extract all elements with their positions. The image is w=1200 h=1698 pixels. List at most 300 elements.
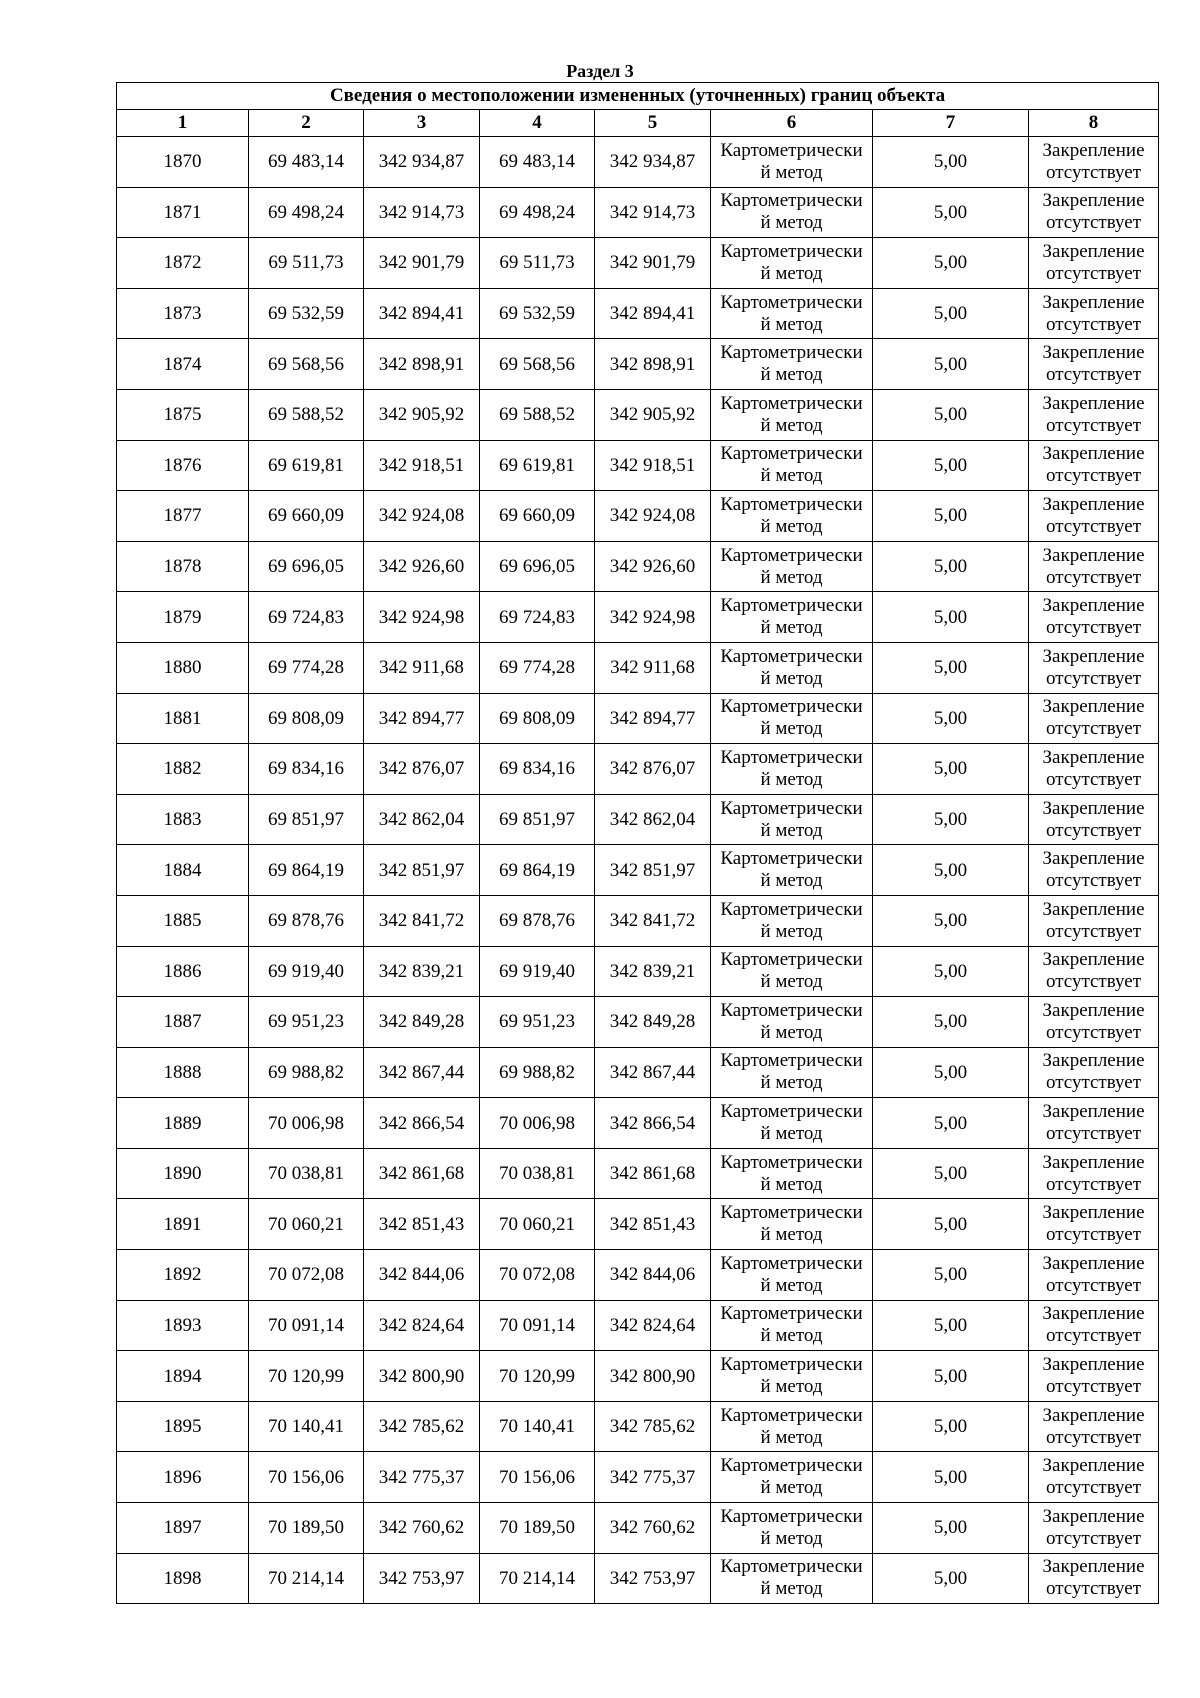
cell-line: Закрепление	[1042, 1505, 1145, 1527]
cell-line: Закрепление	[1042, 898, 1145, 920]
cell-line: й метод	[760, 718, 823, 740]
y-old-cell: 342 918,51	[364, 440, 480, 491]
cell-line: Закрепление	[1042, 595, 1145, 617]
method-cell	[711, 794, 873, 845]
x-new-cell: 70 120,99	[480, 1351, 595, 1402]
x-new-cell: 69 851,97	[480, 794, 595, 845]
cell-line: Закрепление	[1042, 443, 1145, 465]
cell-line: й метод	[760, 515, 823, 537]
column-header: 1	[117, 110, 249, 137]
cell-line: Картометрически	[720, 1202, 863, 1224]
cell-line: отсутствует	[1045, 667, 1142, 689]
point-number-cell: 1877	[117, 491, 249, 542]
table-row	[117, 946, 1159, 997]
cell-line: й метод	[760, 566, 823, 588]
cell-line: отсутствует	[1045, 161, 1142, 183]
cell-line: Закрепление	[1042, 848, 1145, 870]
x-old-cell: 70 156,06	[249, 1452, 364, 1503]
accuracy-cell: 5,00	[873, 1351, 1029, 1402]
cell-line: Закрепление	[1042, 797, 1145, 819]
table-row	[117, 288, 1159, 339]
y-new-cell: 342 841,72	[595, 895, 711, 946]
y-old-cell: 342 924,08	[364, 491, 480, 542]
cell-line: Картометрически	[720, 797, 863, 819]
accuracy-cell: 5,00	[873, 693, 1029, 744]
y-new-cell: 342 753,97	[595, 1553, 711, 1604]
cell-line: Закрепление	[1042, 999, 1145, 1021]
table-caption: Сведения о местоположении измененных (уточненных) границ объекта	[117, 83, 1159, 110]
accuracy-cell: 5,00	[873, 1300, 1029, 1351]
method-cell	[711, 693, 873, 744]
cell-line: Закрепление	[1042, 949, 1145, 971]
y-old-cell: 342 867,44	[364, 1047, 480, 1098]
cell-line: й метод	[760, 364, 823, 386]
point-number-cell: 1880	[117, 642, 249, 693]
x-old-cell: 69 808,09	[249, 693, 364, 744]
x-new-cell: 70 060,21	[480, 1199, 595, 1250]
accuracy-cell: 5,00	[873, 744, 1029, 795]
accuracy-cell: 5,00	[873, 997, 1029, 1048]
y-old-cell: 342 901,79	[364, 238, 480, 289]
y-new-cell: 342 918,51	[595, 440, 711, 491]
cell-line: отсутствует	[1045, 920, 1142, 942]
table-row	[117, 1047, 1159, 1098]
cell-line: отсутствует	[1045, 870, 1142, 892]
cell-line: й метод	[760, 414, 823, 436]
x-old-cell: 70 091,14	[249, 1300, 364, 1351]
x-old-cell: 70 140,41	[249, 1401, 364, 1452]
accuracy-cell: 5,00	[873, 1553, 1029, 1604]
x-old-cell: 69 834,16	[249, 744, 364, 795]
y-old-cell: 342 894,41	[364, 288, 480, 339]
table-row	[117, 339, 1159, 390]
fixing-cell	[1029, 1098, 1159, 1149]
x-old-cell: 69 851,97	[249, 794, 364, 845]
y-new-cell: 342 866,54	[595, 1098, 711, 1149]
cell-line: Закрепление	[1042, 1455, 1145, 1477]
accuracy-cell: 5,00	[873, 845, 1029, 896]
y-old-cell: 342 851,97	[364, 845, 480, 896]
table-row	[117, 997, 1159, 1048]
accuracy-cell: 5,00	[873, 794, 1029, 845]
cell-line: й метод	[760, 1376, 823, 1398]
section-title: Раздел 3	[566, 61, 634, 81]
y-old-cell: 342 775,37	[364, 1452, 480, 1503]
accuracy-cell: 5,00	[873, 1401, 1029, 1452]
accuracy-cell: 5,00	[873, 946, 1029, 997]
method-cell	[711, 1452, 873, 1503]
cell-line: Картометрически	[720, 1252, 863, 1274]
x-old-cell: 69 498,24	[249, 187, 364, 238]
cell-line: отсутствует	[1045, 1274, 1142, 1296]
y-old-cell: 342 841,72	[364, 895, 480, 946]
y-new-cell: 342 862,04	[595, 794, 711, 845]
cell-line: отсутствует	[1045, 1021, 1142, 1043]
accuracy-cell: 5,00	[873, 1452, 1029, 1503]
method-cell	[711, 238, 873, 289]
point-number-cell: 1898	[117, 1553, 249, 1604]
y-old-cell: 342 760,62	[364, 1503, 480, 1554]
accuracy-cell: 5,00	[873, 895, 1029, 946]
accuracy-cell: 5,00	[873, 541, 1029, 592]
table-row	[117, 238, 1159, 289]
table-row	[117, 1351, 1159, 1402]
y-new-cell: 342 851,43	[595, 1199, 711, 1250]
method-cell	[711, 1098, 873, 1149]
y-old-cell: 342 861,68	[364, 1148, 480, 1199]
fixing-cell	[1029, 642, 1159, 693]
point-number-cell: 1891	[117, 1199, 249, 1250]
accuracy-cell: 5,00	[873, 389, 1029, 440]
cell-line: Закрепление	[1042, 1404, 1145, 1426]
cell-line: Закрепление	[1042, 1101, 1145, 1123]
accuracy-cell: 5,00	[873, 137, 1029, 188]
y-new-cell: 342 926,60	[595, 541, 711, 592]
y-old-cell: 342 876,07	[364, 744, 480, 795]
point-number-cell: 1890	[117, 1148, 249, 1199]
cell-line: отсутствует	[1045, 1426, 1142, 1448]
cell-line: отсутствует	[1045, 718, 1142, 740]
point-number-cell: 1872	[117, 238, 249, 289]
y-old-cell: 342 866,54	[364, 1098, 480, 1149]
fixing-cell	[1029, 895, 1159, 946]
x-new-cell: 69 951,23	[480, 997, 595, 1048]
accuracy-cell: 5,00	[873, 1503, 1029, 1554]
y-old-cell: 342 849,28	[364, 997, 480, 1048]
cell-line: Картометрически	[720, 493, 863, 515]
table-row	[117, 491, 1159, 542]
point-number-cell: 1893	[117, 1300, 249, 1351]
x-new-cell: 70 189,50	[480, 1503, 595, 1554]
y-old-cell: 342 800,90	[364, 1351, 480, 1402]
x-old-cell: 69 724,83	[249, 592, 364, 643]
cell-line: Закрепление	[1042, 1252, 1145, 1274]
method-cell	[711, 1401, 873, 1452]
x-old-cell: 69 588,52	[249, 389, 364, 440]
fixing-cell	[1029, 440, 1159, 491]
y-old-cell: 342 914,73	[364, 187, 480, 238]
method-cell	[711, 1199, 873, 1250]
cell-line: Картометрически	[720, 1404, 863, 1426]
cell-line: Картометрически	[720, 1101, 863, 1123]
cell-line: Закрепление	[1042, 139, 1145, 161]
cell-line: Закрепление	[1042, 240, 1145, 262]
fixing-cell	[1029, 288, 1159, 339]
accuracy-cell: 5,00	[873, 1148, 1029, 1199]
cell-line: отсутствует	[1045, 262, 1142, 284]
table-row	[117, 1503, 1159, 1554]
column-header: 7	[873, 110, 1029, 137]
cell-line: Картометрически	[720, 746, 863, 768]
x-new-cell: 69 774,28	[480, 642, 595, 693]
method-cell	[711, 137, 873, 188]
x-new-cell: 69 878,76	[480, 895, 595, 946]
point-number-cell: 1881	[117, 693, 249, 744]
method-cell	[711, 1047, 873, 1098]
table-caption-row	[117, 83, 1159, 110]
cell-line: Закрепление	[1042, 1556, 1145, 1578]
x-old-cell: 69 511,73	[249, 238, 364, 289]
x-old-cell: 69 878,76	[249, 895, 364, 946]
y-old-cell: 342 844,06	[364, 1250, 480, 1301]
method-cell	[711, 1553, 873, 1604]
x-old-cell: 69 951,23	[249, 997, 364, 1048]
cell-line: й метод	[760, 1123, 823, 1145]
y-old-cell: 342 839,21	[364, 946, 480, 997]
x-new-cell: 69 660,09	[480, 491, 595, 542]
cell-line: Картометрически	[720, 544, 863, 566]
x-new-cell: 69 988,82	[480, 1047, 595, 1098]
cell-line: отсутствует	[1045, 971, 1142, 993]
cell-line: отсутствует	[1045, 768, 1142, 790]
point-number-cell: 1882	[117, 744, 249, 795]
method-cell	[711, 339, 873, 390]
cell-line: отсутствует	[1045, 465, 1142, 487]
x-new-cell: 69 808,09	[480, 693, 595, 744]
x-old-cell: 70 006,98	[249, 1098, 364, 1149]
accuracy-cell: 5,00	[873, 238, 1029, 289]
y-old-cell: 342 898,91	[364, 339, 480, 390]
cell-line: й метод	[760, 1072, 823, 1094]
method-cell	[711, 187, 873, 238]
cell-line: й метод	[760, 768, 823, 790]
x-new-cell: 69 532,59	[480, 288, 595, 339]
cell-line: отсутствует	[1045, 212, 1142, 234]
cell-line: й метод	[760, 212, 823, 234]
cell-line: й метод	[760, 870, 823, 892]
point-number-cell: 1884	[117, 845, 249, 896]
cell-line: отсутствует	[1045, 1123, 1142, 1145]
accuracy-cell: 5,00	[873, 491, 1029, 542]
cell-line: Картометрически	[720, 1455, 863, 1477]
cell-line: Закрепление	[1042, 1050, 1145, 1072]
table-row	[117, 845, 1159, 896]
method-cell	[711, 946, 873, 997]
cell-line: Картометрически	[720, 291, 863, 313]
x-old-cell: 69 919,40	[249, 946, 364, 997]
cell-line: й метод	[760, 1274, 823, 1296]
fixing-cell	[1029, 389, 1159, 440]
y-old-cell: 342 905,92	[364, 389, 480, 440]
x-old-cell: 69 619,81	[249, 440, 364, 491]
cell-line: Картометрически	[720, 898, 863, 920]
y-old-cell: 342 862,04	[364, 794, 480, 845]
x-old-cell: 70 038,81	[249, 1148, 364, 1199]
cell-line: Картометрически	[720, 190, 863, 212]
fixing-cell	[1029, 997, 1159, 1048]
x-old-cell: 70 120,99	[249, 1351, 364, 1402]
cell-line: й метод	[760, 1578, 823, 1600]
table-row	[117, 642, 1159, 693]
x-old-cell: 70 072,08	[249, 1250, 364, 1301]
cell-line: отсутствует	[1045, 364, 1142, 386]
y-new-cell: 342 934,87	[595, 137, 711, 188]
cell-line: й метод	[760, 1224, 823, 1246]
fixing-cell	[1029, 592, 1159, 643]
cell-line: й метод	[760, 1426, 823, 1448]
method-cell	[711, 744, 873, 795]
cell-line: й метод	[760, 262, 823, 284]
method-cell	[711, 288, 873, 339]
y-old-cell: 342 926,60	[364, 541, 480, 592]
y-old-cell: 342 824,64	[364, 1300, 480, 1351]
accuracy-cell: 5,00	[873, 1199, 1029, 1250]
y-old-cell: 342 753,97	[364, 1553, 480, 1604]
method-cell	[711, 592, 873, 643]
cell-line: Картометрически	[720, 1354, 863, 1376]
x-new-cell: 69 696,05	[480, 541, 595, 592]
cell-line: Картометрически	[720, 848, 863, 870]
accuracy-cell: 5,00	[873, 592, 1029, 643]
x-old-cell: 69 988,82	[249, 1047, 364, 1098]
cell-line: отсутствует	[1045, 1224, 1142, 1246]
cell-line: отсутствует	[1045, 819, 1142, 841]
cell-line: й метод	[760, 161, 823, 183]
method-cell	[711, 845, 873, 896]
x-new-cell: 69 498,24	[480, 187, 595, 238]
cell-line: Закрепление	[1042, 1354, 1145, 1376]
y-new-cell: 342 911,68	[595, 642, 711, 693]
x-old-cell: 69 568,56	[249, 339, 364, 390]
cell-line: Закрепление	[1042, 746, 1145, 768]
point-number-cell: 1885	[117, 895, 249, 946]
method-cell	[711, 440, 873, 491]
column-header: 2	[249, 110, 364, 137]
table-row	[117, 693, 1159, 744]
x-new-cell: 70 038,81	[480, 1148, 595, 1199]
cell-line: й метод	[760, 1325, 823, 1347]
point-number-cell: 1878	[117, 541, 249, 592]
cell-line: Картометрически	[720, 1556, 863, 1578]
x-old-cell: 69 774,28	[249, 642, 364, 693]
point-number-cell: 1871	[117, 187, 249, 238]
x-old-cell: 69 483,14	[249, 137, 364, 188]
method-cell	[711, 997, 873, 1048]
x-old-cell: 69 660,09	[249, 491, 364, 542]
cell-line: й метод	[760, 1021, 823, 1043]
point-number-cell: 1888	[117, 1047, 249, 1098]
point-number-cell: 1887	[117, 997, 249, 1048]
cell-line: Картометрически	[720, 1505, 863, 1527]
y-new-cell: 342 901,79	[595, 238, 711, 289]
fixing-cell	[1029, 137, 1159, 188]
fixing-cell	[1029, 946, 1159, 997]
cell-line: й метод	[760, 971, 823, 993]
x-new-cell: 70 072,08	[480, 1250, 595, 1301]
cell-line: отсутствует	[1045, 515, 1142, 537]
cell-line: отсутствует	[1045, 1578, 1142, 1600]
cell-line: отсутствует	[1045, 1376, 1142, 1398]
accuracy-cell: 5,00	[873, 1098, 1029, 1149]
fixing-cell	[1029, 1300, 1159, 1351]
x-new-cell: 69 588,52	[480, 389, 595, 440]
column-header: 4	[480, 110, 595, 137]
column-header: 3	[364, 110, 480, 137]
table-row	[117, 389, 1159, 440]
method-cell	[711, 1351, 873, 1402]
cell-line: Закрепление	[1042, 1151, 1145, 1173]
cell-line: отсутствует	[1045, 1527, 1142, 1549]
point-number-cell: 1892	[117, 1250, 249, 1301]
x-new-cell: 69 919,40	[480, 946, 595, 997]
table-row	[117, 1553, 1159, 1604]
y-old-cell: 342 924,98	[364, 592, 480, 643]
cell-line: й метод	[760, 920, 823, 942]
method-cell	[711, 1300, 873, 1351]
y-new-cell: 342 800,90	[595, 1351, 711, 1402]
fixing-cell	[1029, 794, 1159, 845]
method-cell	[711, 1148, 873, 1199]
accuracy-cell: 5,00	[873, 339, 1029, 390]
fixing-cell	[1029, 1250, 1159, 1301]
x-old-cell: 70 214,14	[249, 1553, 364, 1604]
x-new-cell: 69 834,16	[480, 744, 595, 795]
y-new-cell: 342 894,77	[595, 693, 711, 744]
cell-line: Картометрически	[720, 240, 863, 262]
cell-line: й метод	[760, 617, 823, 639]
y-new-cell: 342 867,44	[595, 1047, 711, 1098]
fixing-cell	[1029, 1351, 1159, 1402]
y-new-cell: 342 760,62	[595, 1503, 711, 1554]
x-new-cell: 70 140,41	[480, 1401, 595, 1452]
x-new-cell: 69 483,14	[480, 137, 595, 188]
table-row	[117, 744, 1159, 795]
method-cell	[711, 491, 873, 542]
cell-line: Картометрически	[720, 392, 863, 414]
y-new-cell: 342 914,73	[595, 187, 711, 238]
fixing-cell	[1029, 744, 1159, 795]
method-cell	[711, 389, 873, 440]
cell-line: отсутствует	[1045, 1325, 1142, 1347]
cell-line: Закрепление	[1042, 493, 1145, 515]
cell-line: отсутствует	[1045, 414, 1142, 436]
fixing-cell	[1029, 1199, 1159, 1250]
accuracy-cell: 5,00	[873, 642, 1029, 693]
x-new-cell: 69 511,73	[480, 238, 595, 289]
table-row	[117, 187, 1159, 238]
fixing-cell	[1029, 187, 1159, 238]
table-row	[117, 895, 1159, 946]
table-row	[117, 137, 1159, 188]
point-number-cell: 1886	[117, 946, 249, 997]
cell-line: Картометрически	[720, 595, 863, 617]
table-row	[117, 1250, 1159, 1301]
cell-line: й метод	[760, 465, 823, 487]
cell-line: Картометрически	[720, 1050, 863, 1072]
x-new-cell: 70 006,98	[480, 1098, 595, 1149]
cell-line: Картометрически	[720, 696, 863, 718]
table-row	[117, 1452, 1159, 1503]
cell-line: Картометрически	[720, 443, 863, 465]
column-header: 5	[595, 110, 711, 137]
cell-line: Картометрически	[720, 1151, 863, 1173]
fixing-cell	[1029, 1503, 1159, 1554]
cell-line: Закрепление	[1042, 1202, 1145, 1224]
x-new-cell: 70 091,14	[480, 1300, 595, 1351]
column-header: 6	[711, 110, 873, 137]
accuracy-cell: 5,00	[873, 187, 1029, 238]
x-new-cell: 70 156,06	[480, 1452, 595, 1503]
point-number-cell: 1875	[117, 389, 249, 440]
table-row	[117, 794, 1159, 845]
table-row	[117, 440, 1159, 491]
point-number-cell: 1889	[117, 1098, 249, 1149]
fixing-cell	[1029, 339, 1159, 390]
table-row	[117, 541, 1159, 592]
x-new-cell: 70 214,14	[480, 1553, 595, 1604]
y-new-cell: 342 861,68	[595, 1148, 711, 1199]
cell-line: й метод	[760, 667, 823, 689]
